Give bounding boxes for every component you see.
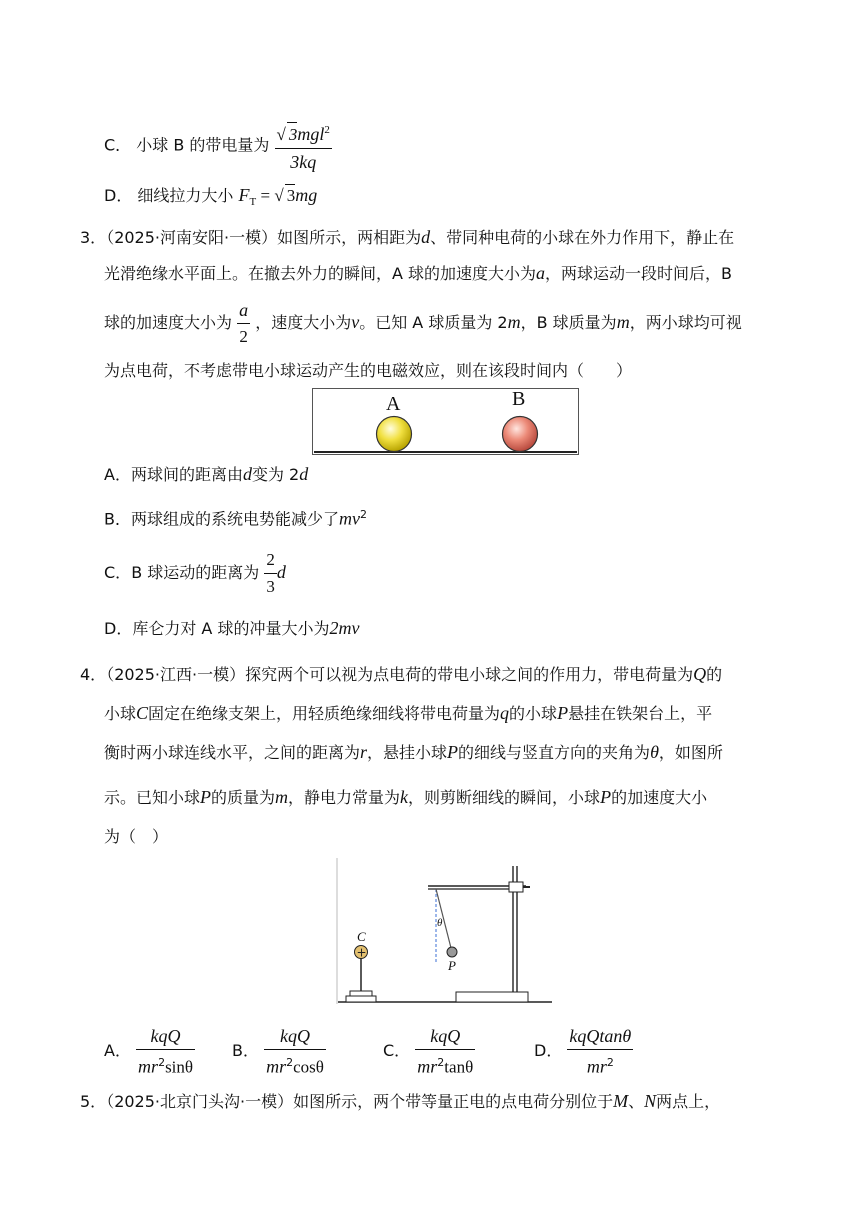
q3-option-d: D．库仑力对 A 球的冲量大小为2mv [104, 618, 360, 638]
svg-text:+: + [356, 945, 367, 960]
label-p: P [448, 958, 456, 973]
ball-p [447, 947, 457, 957]
question-number: 3． [80, 228, 107, 247]
q4-option-a: A． $\frac{\text{kqQ}}{mr^2\sin\theta}$ [104, 1026, 194, 1077]
option-text: 细线拉力大小 [137, 186, 234, 205]
q3-line3: 球的加速度大小为 $\frac{a}{2}$ ，速度大小为v。已知 A 球质量为 2m，B 球质量为m，两小球均可视 [104, 296, 742, 348]
q4-line1: 4．（2025·江西·一模）探究两个可以视为点电荷的带电小球之间的作用力，带电荷量为Q的 [80, 664, 723, 684]
acc-fraction: $\frac{a}{2}$ [239, 300, 249, 346]
q3-line4: 为点电荷，不考虑带电小球运动产生的电磁效应，则在该段时间内（ ） [104, 361, 633, 380]
q3-line1: 3．（2025·河南安阳·一模）如图所示，两相距为d、带同种电荷的小球在外力作用下，静止在 [80, 227, 735, 247]
option-label: D． [104, 186, 133, 205]
distance-fraction: $\frac{2}{3}$ [266, 550, 275, 596]
label-theta: θ [437, 917, 443, 929]
ball-b [503, 417, 538, 452]
question-source: （2025·河南安阳·一模） [106, 228, 278, 247]
q4-option-c: C． $\frac{\text{kqQ}}{mr^2\tan\theta}$ [383, 1026, 474, 1077]
q3-option-b: B．两球组成的系统电势能减少了$mv^2$ [104, 508, 367, 529]
option-text: 小球 B 的带电量为 [136, 135, 270, 155]
q3-figure [312, 388, 580, 456]
q4-option-b: B． $\frac{\text{kqQ}}{mr^2\cos\theta}$ [232, 1026, 324, 1077]
q2-option-d: D． 细线拉力大小 $F_T$ = √ 3mg [104, 185, 318, 209]
q4-option-d: D． $\frac{\text{kqQtanθ}}{mr^2}$ [534, 1026, 632, 1077]
charge-fraction: $\frac{√ 3mgl^2}{3kq}$ [276, 124, 330, 172]
label-c: C [357, 929, 366, 944]
q4-figure [336, 858, 554, 1006]
q4-line3: 衡时两小球连线水平，之间的距离为r，悬挂小球P的细线与竖直方向的夹角为θ，如图所 [104, 742, 723, 762]
q3-option-a: A．两球间的距离由d变为 2d [104, 464, 309, 484]
ball-a [377, 417, 412, 452]
q4-line5: 为（ ） [104, 827, 169, 846]
q2-option-c [104, 118, 332, 172]
c-stand-base [350, 991, 372, 996]
label-a: A [386, 393, 401, 415]
q3-line2: 光滑绝缘水平面上。在撤去外力的瞬间，A 球的加速度大小为a，两球运动一段时间后，B [104, 263, 733, 283]
option-label: C． [104, 135, 132, 155]
q4-line2: 小球C固定在绝缘支架上，用轻质绝缘细线将带电荷量为q的小球P悬挂在铁架台上，平 [104, 703, 713, 723]
label-b: B [512, 388, 526, 410]
q3-option-c: C．B 球运动的距离为 $\frac{2}{3}$ d [104, 546, 286, 598]
stand-base [456, 992, 528, 1002]
q4-line4: 示。已知小球P的质量为m，静电力常量为k，则剪断细线的瞬间，小球P的加速度大小 [104, 787, 708, 807]
q5-line1: 5．（2025·北京门头沟·一模）如图所示，两个带等量正电的点电荷分别位于M、N两点上， [80, 1091, 721, 1111]
